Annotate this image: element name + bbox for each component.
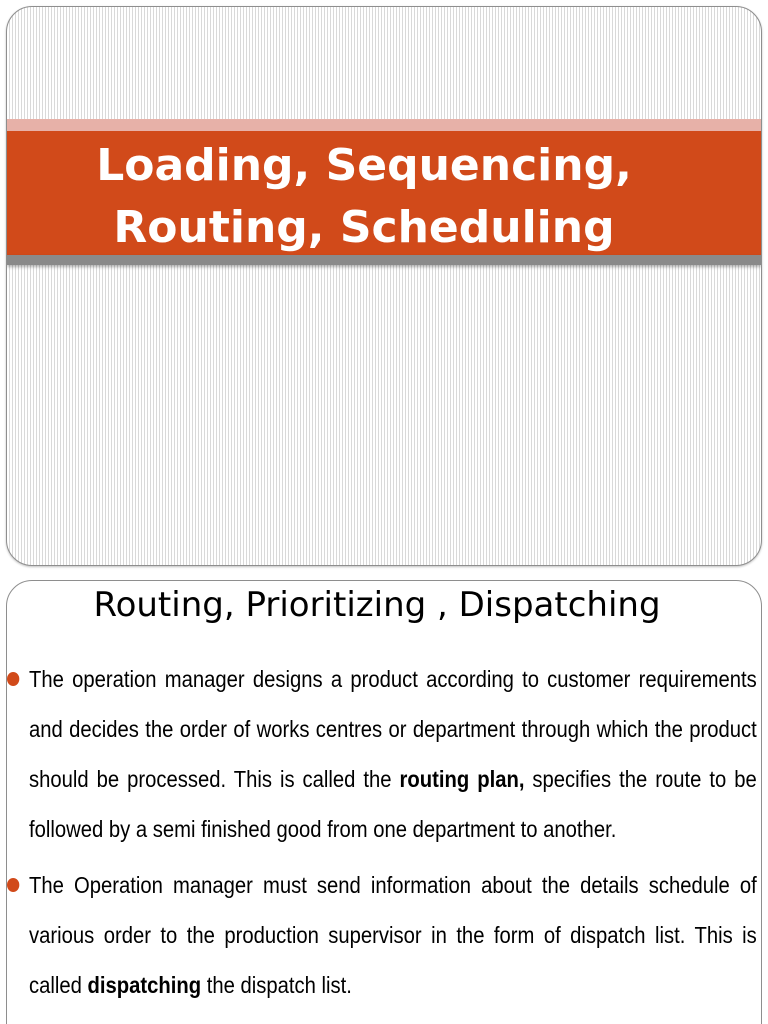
title-band-top-stripe: [7, 119, 761, 131]
slide-title-line-2: Routing, Scheduling: [113, 202, 615, 253]
bullet-text-after: specifies the route to be followed by a semi finished good from one department to another.: [29, 766, 757, 842]
bullet-text-before: The operation manager designs a product according to customer requirements and decides the order of works centres or department through which the product should be processed. This is called the: [29, 666, 757, 792]
bullet-text-before: The Operation manager must send information about the details schedule of various order to the production supervisor in the form of dispatch list. This is called: [29, 872, 757, 998]
bullet-list: [7, 654, 759, 1010]
bullet-text: [29, 872, 757, 998]
bullet-text-bold: routing plan,: [399, 766, 525, 792]
content-slide-heading: Routing, Prioritizing , Dispatching: [93, 585, 661, 625]
content-slide: [6, 580, 762, 1024]
slide-title-line-1: Loading, Sequencing,: [96, 140, 632, 191]
bullet-text-after: the dispatch list.: [201, 972, 352, 998]
bullet-item: [7, 654, 757, 854]
bullet-dot-icon: [7, 878, 19, 892]
title-slide: [6, 6, 762, 566]
bullet-text: [29, 666, 757, 842]
bullet-item: [7, 860, 757, 1010]
bullet-text-bold: dispatching: [87, 972, 202, 998]
bullet-dot-icon: [7, 672, 19, 686]
slide-title: [7, 135, 721, 259]
